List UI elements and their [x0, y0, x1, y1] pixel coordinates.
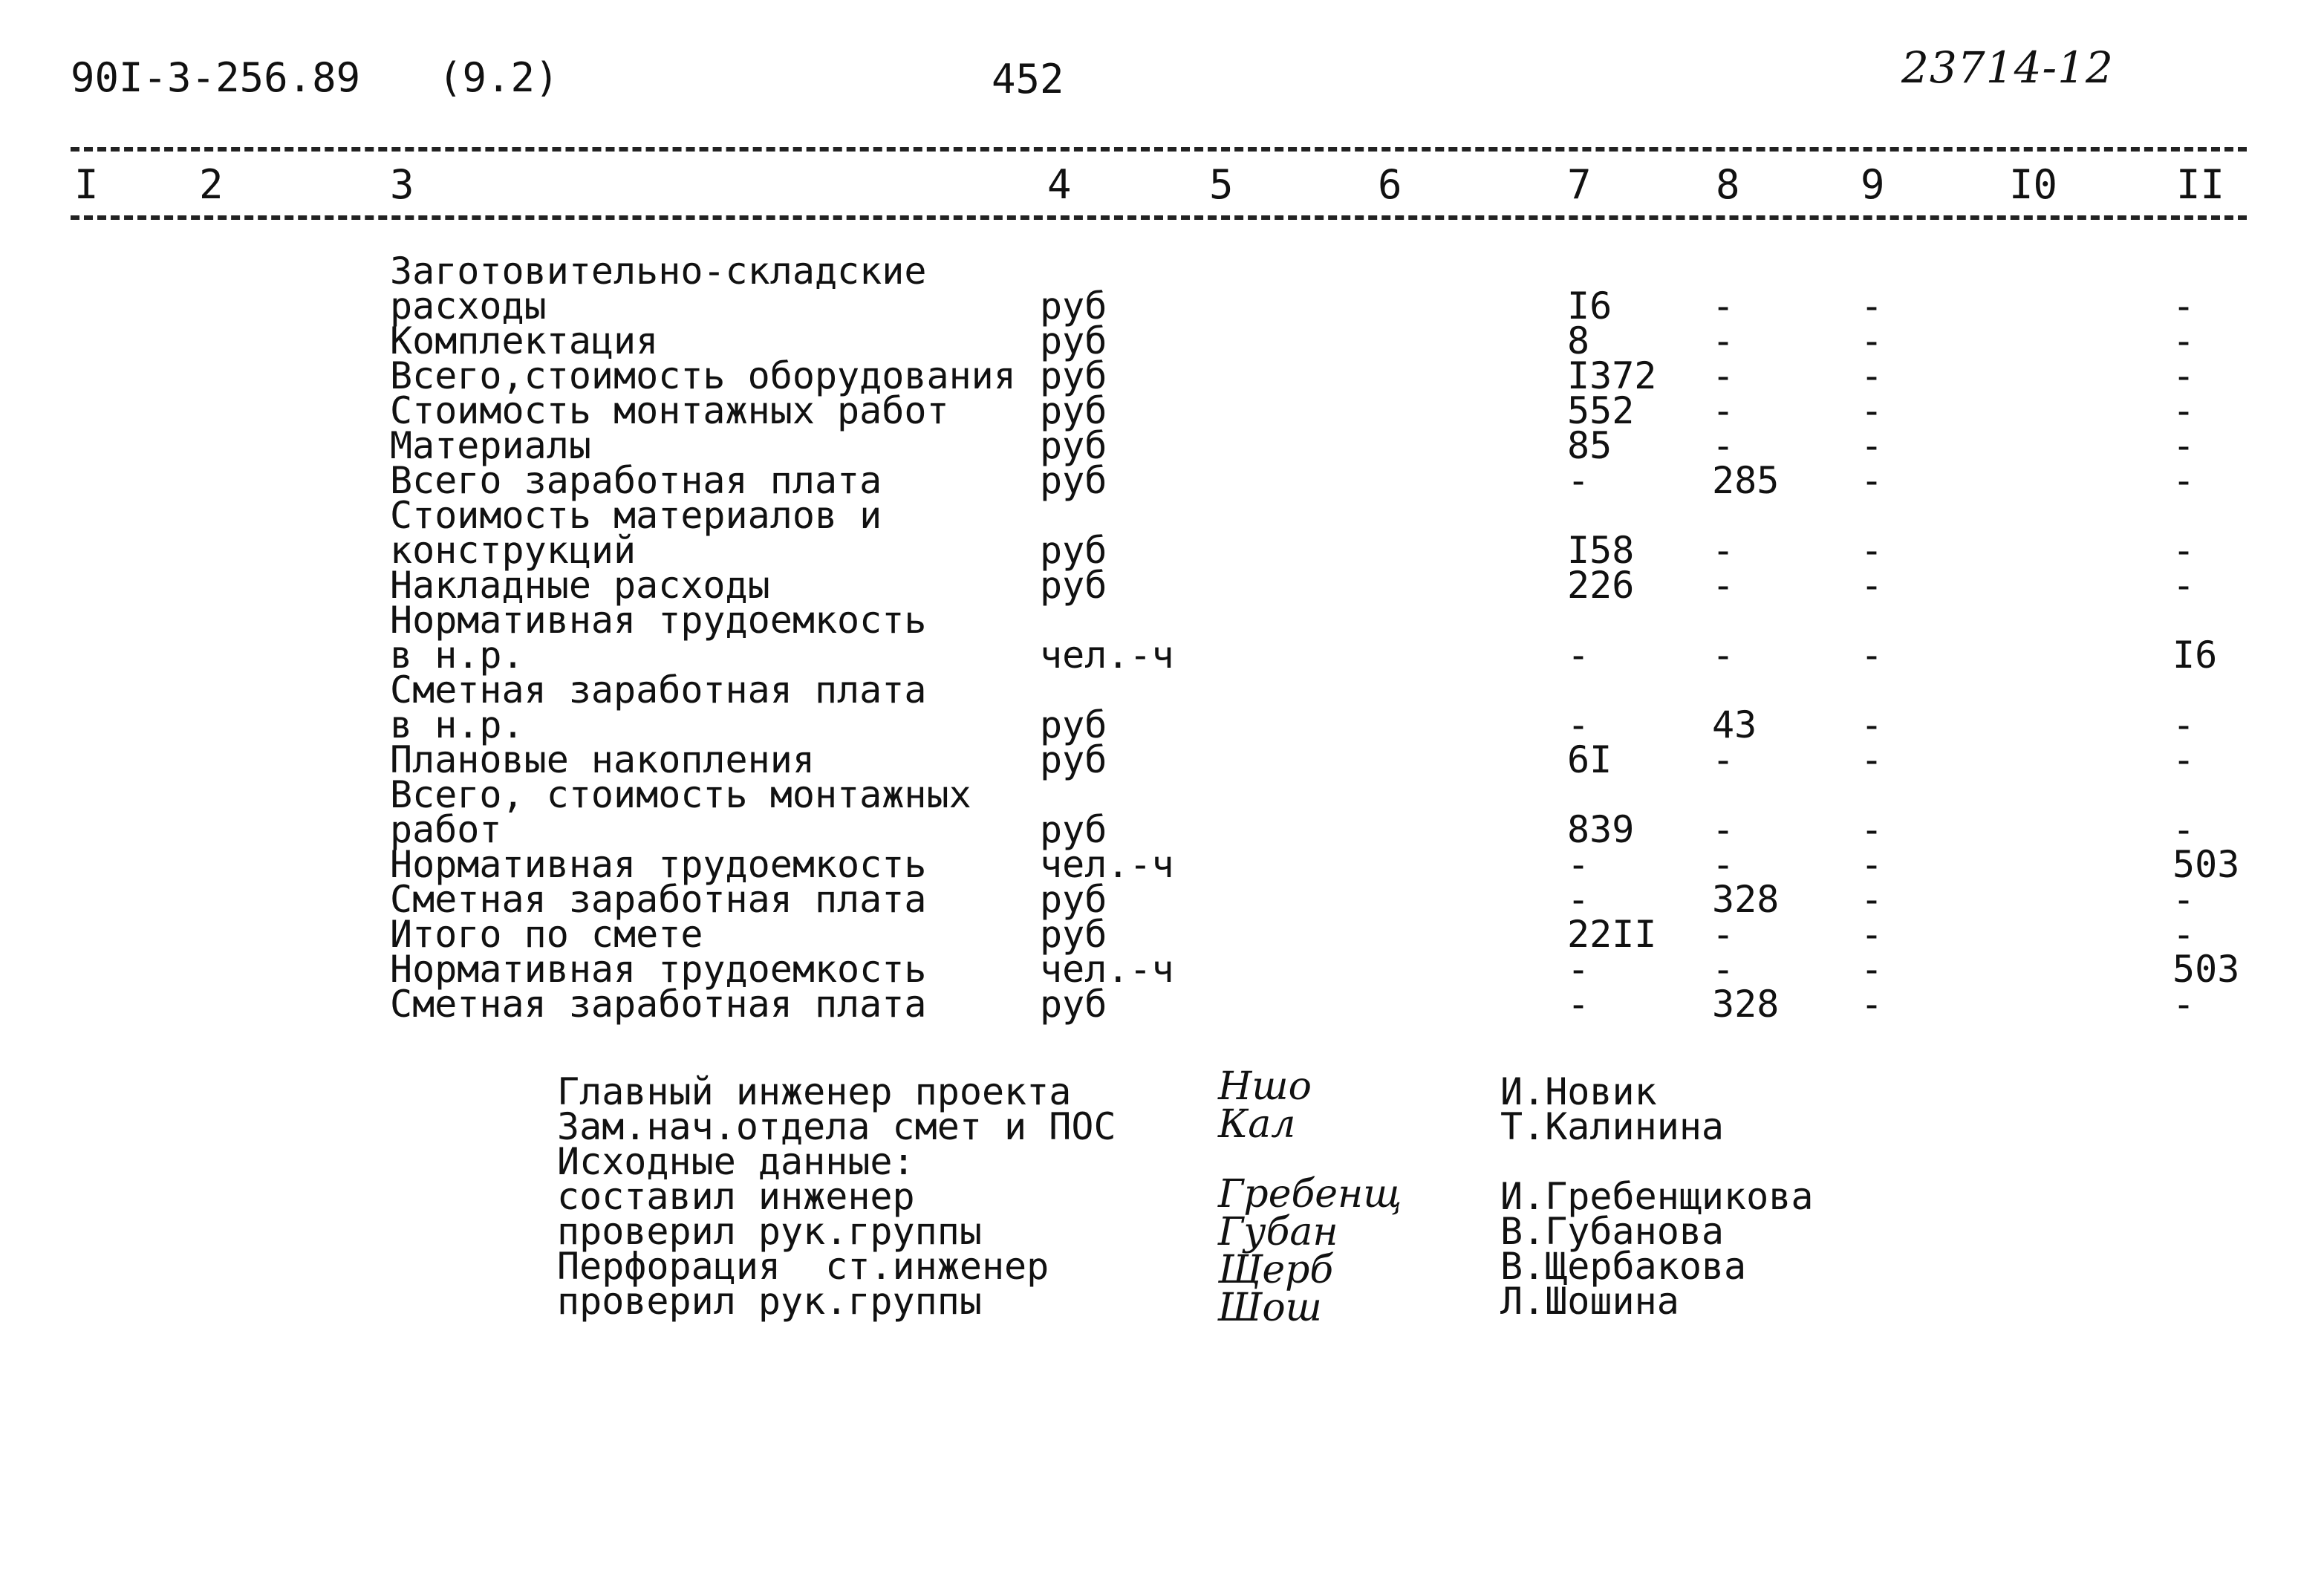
- row-col9: -: [1861, 634, 1884, 677]
- signature-name: Л.Шошина: [1500, 1280, 1679, 1323]
- row-unit: руб: [1040, 913, 1107, 956]
- row-description: Всего, стоимость монтажных: [390, 773, 971, 816]
- signature-row: [0, 1172, 2324, 1218]
- row-col7: I6: [1567, 284, 1612, 328]
- table-row: [0, 668, 2324, 712]
- signature-row: [0, 1140, 2324, 1183]
- row-description: Нормативная трудоемкость: [390, 599, 927, 642]
- row-description: Плановые накопления: [390, 738, 815, 781]
- row-unit: руб: [1040, 738, 1107, 781]
- signature-role: проверил рук.группы: [557, 1210, 982, 1253]
- row-col7: -: [1567, 634, 1590, 677]
- row-description: Нормативная трудоемкость: [390, 948, 927, 991]
- row-col11: -: [2172, 319, 2196, 362]
- signature-role: проверил рук.группы: [557, 1280, 982, 1323]
- row-col9: -: [1861, 878, 1884, 921]
- table-row: [0, 773, 2324, 816]
- row-col7: -: [1567, 948, 1590, 991]
- row-col11: -: [2172, 389, 2196, 432]
- handwritten-signature: Ншо: [1218, 1064, 1312, 1109]
- signature-role: Главный инженер проекта: [557, 1070, 1072, 1113]
- table-row: [0, 424, 2324, 467]
- row-col9: -: [1861, 284, 1884, 328]
- column-header: 4: [1047, 161, 1072, 208]
- handwritten-stamp: 23714-12: [1901, 42, 2114, 93]
- row-col8: 328: [1712, 983, 1780, 1026]
- row-col9: -: [1861, 738, 1884, 781]
- signature-name: В.Губанова: [1500, 1210, 1725, 1253]
- row-col8: -: [1712, 843, 1735, 886]
- row-col8: -: [1712, 738, 1735, 781]
- row-description: расходы: [390, 284, 547, 328]
- table-row: [0, 878, 2324, 921]
- column-header: 3: [390, 161, 414, 208]
- row-description: Стоимость монтажных работ: [390, 389, 949, 432]
- row-col11: -: [2172, 808, 2196, 851]
- table-row: [0, 319, 2324, 362]
- row-col8: -: [1712, 913, 1735, 956]
- row-unit: руб: [1040, 319, 1107, 362]
- row-col8: -: [1712, 564, 1735, 607]
- row-description: Стоимость материалов и: [390, 494, 882, 537]
- row-unit: чел.-ч: [1040, 634, 1174, 677]
- row-col11: -: [2172, 354, 2196, 397]
- table-row: [0, 808, 2324, 851]
- row-col7: -: [1567, 983, 1590, 1026]
- signature-row: [0, 1280, 2324, 1330]
- row-description: работ: [390, 808, 502, 851]
- row-unit: руб: [1040, 424, 1107, 467]
- table-row: [0, 948, 2324, 991]
- handwritten-signature: Губан: [1218, 1210, 1338, 1254]
- section-number: (9.2): [438, 54, 559, 101]
- row-description: Сметная заработная плата: [390, 983, 927, 1026]
- column-header: 9: [1861, 161, 1885, 208]
- row-description: в н.р.: [390, 703, 524, 746]
- row-description: Итого по смете: [390, 913, 703, 956]
- row-description: Материалы: [390, 424, 591, 467]
- row-description: Комплектация: [390, 319, 659, 362]
- row-col7: I58: [1567, 529, 1635, 572]
- column-header: 7: [1567, 161, 1592, 208]
- row-description: в н.р.: [390, 634, 524, 677]
- row-description: Всего заработная плата: [390, 459, 882, 502]
- row-unit: руб: [1040, 564, 1107, 607]
- handwritten-signature: Шош: [1218, 1286, 1322, 1330]
- row-col11: -: [2172, 529, 2196, 572]
- table-row: [0, 738, 2324, 781]
- table-row: [0, 843, 2324, 886]
- row-col8: -: [1712, 284, 1735, 328]
- row-description: Заготовительно-складские: [390, 250, 927, 293]
- row-col7: -: [1567, 843, 1590, 886]
- row-col7: -: [1567, 703, 1590, 746]
- row-description: Сметная заработная плата: [390, 878, 927, 921]
- column-header: 2: [199, 161, 224, 208]
- row-col9: -: [1861, 564, 1884, 607]
- row-col7: -: [1567, 459, 1590, 502]
- table-row: [0, 284, 2324, 328]
- row-col9: -: [1861, 529, 1884, 572]
- signature-row: [0, 1064, 2324, 1113]
- column-header: 8: [1716, 161, 1740, 208]
- row-col8: -: [1712, 389, 1735, 432]
- table-row: [0, 913, 2324, 956]
- row-col11: -: [2172, 284, 2196, 328]
- signature-name: В.Щербакова: [1500, 1245, 1747, 1288]
- row-description: Всего,стоимость оборудования: [390, 354, 1016, 397]
- row-col9: -: [1861, 913, 1884, 956]
- row-col8: 43: [1712, 703, 1757, 746]
- row-description: Сметная заработная плата: [390, 668, 927, 712]
- row-col11: -: [2172, 913, 2196, 956]
- signature-row: [0, 1245, 2324, 1292]
- table-row: [0, 599, 2324, 642]
- signature-name: И.Новик: [1500, 1070, 1657, 1113]
- row-col11: -: [2172, 878, 2196, 921]
- row-col11: -: [2172, 703, 2196, 746]
- row-col8: -: [1712, 319, 1735, 362]
- row-unit: руб: [1040, 284, 1107, 328]
- row-col8: -: [1712, 808, 1735, 851]
- row-col8: 328: [1712, 878, 1780, 921]
- signature-role: составил инженер: [557, 1175, 915, 1218]
- row-col7: 6I: [1567, 738, 1612, 781]
- signature-row: [0, 1102, 2324, 1148]
- top-dashed-rule: [71, 147, 2247, 152]
- row-col7: -: [1567, 878, 1590, 921]
- row-col9: -: [1861, 389, 1884, 432]
- table-row: [0, 354, 2324, 397]
- row-description: Накладные расходы: [390, 564, 770, 607]
- table-row: [0, 250, 2324, 293]
- document-code: 90I-3-256.89: [71, 54, 361, 101]
- page-number: 452: [992, 56, 1064, 102]
- row-unit: руб: [1040, 808, 1107, 851]
- row-unit: руб: [1040, 878, 1107, 921]
- signature-role: Зам.нач.отдела смет и ПОС: [557, 1105, 1116, 1148]
- column-header: 5: [1209, 161, 1234, 208]
- table-row: [0, 983, 2324, 1026]
- row-col11: 503: [2172, 948, 2240, 991]
- row-col9: -: [1861, 808, 1884, 851]
- row-col11: -: [2172, 564, 2196, 607]
- handwritten-signature: Кал: [1218, 1102, 1296, 1147]
- handwritten-signature: Щерб: [1218, 1248, 1334, 1292]
- row-col9: -: [1861, 983, 1884, 1026]
- row-col7: 22II: [1567, 913, 1657, 956]
- handwritten-signature: Гребенщ: [1218, 1172, 1402, 1217]
- row-col9: -: [1861, 354, 1884, 397]
- row-description: конструкций: [390, 529, 637, 572]
- table-row: [0, 564, 2324, 607]
- table-row: [0, 634, 2324, 677]
- row-col9: -: [1861, 424, 1884, 467]
- row-unit: руб: [1040, 459, 1107, 502]
- row-unit: руб: [1040, 354, 1107, 397]
- table-row: [0, 494, 2324, 537]
- row-col11: -: [2172, 459, 2196, 502]
- signature-name: И.Гребенщикова: [1500, 1175, 1814, 1218]
- signature-name: Т.Калинина: [1500, 1105, 1725, 1148]
- row-unit: чел.-ч: [1040, 948, 1174, 991]
- row-col9: -: [1861, 319, 1884, 362]
- row-col7: 8: [1567, 319, 1590, 362]
- row-col11: I6: [2172, 634, 2218, 677]
- bottom-dashed-rule: [71, 215, 2247, 220]
- row-unit: чел.-ч: [1040, 843, 1174, 886]
- signature-role: Исходные данные:: [557, 1140, 915, 1183]
- row-col11: -: [2172, 424, 2196, 467]
- row-col7: I372: [1567, 354, 1657, 397]
- column-header: II: [2176, 161, 2225, 208]
- row-col9: -: [1861, 843, 1884, 886]
- row-col9: -: [1861, 703, 1884, 746]
- row-unit: руб: [1040, 529, 1107, 572]
- row-col7: 226: [1567, 564, 1635, 607]
- row-col7: 85: [1567, 424, 1612, 467]
- table-row: [0, 703, 2324, 746]
- signature-role: Перфорация ст.инженер: [557, 1245, 1049, 1288]
- row-unit: руб: [1040, 703, 1107, 746]
- row-col8: -: [1712, 529, 1735, 572]
- row-col9: -: [1861, 459, 1884, 502]
- row-col11: -: [2172, 983, 2196, 1026]
- row-col11: 503: [2172, 843, 2240, 886]
- row-col7: 552: [1567, 389, 1635, 432]
- row-col8: -: [1712, 424, 1735, 467]
- column-header: I0: [2009, 161, 2058, 208]
- row-description: Нормативная трудоемкость: [390, 843, 927, 886]
- column-header: 6: [1378, 161, 1402, 208]
- row-col8: -: [1712, 634, 1735, 677]
- row-col9: -: [1861, 948, 1884, 991]
- row-col7: 839: [1567, 808, 1635, 851]
- table-row: [0, 459, 2324, 502]
- row-col8: -: [1712, 948, 1735, 991]
- row-col8: 285: [1712, 459, 1780, 502]
- row-unit: руб: [1040, 983, 1107, 1026]
- signature-row: [0, 1210, 2324, 1254]
- column-header: I: [74, 161, 99, 208]
- row-unit: руб: [1040, 389, 1107, 432]
- row-col11: -: [2172, 738, 2196, 781]
- table-row: [0, 389, 2324, 432]
- table-row: [0, 529, 2324, 572]
- row-col8: -: [1712, 354, 1735, 397]
